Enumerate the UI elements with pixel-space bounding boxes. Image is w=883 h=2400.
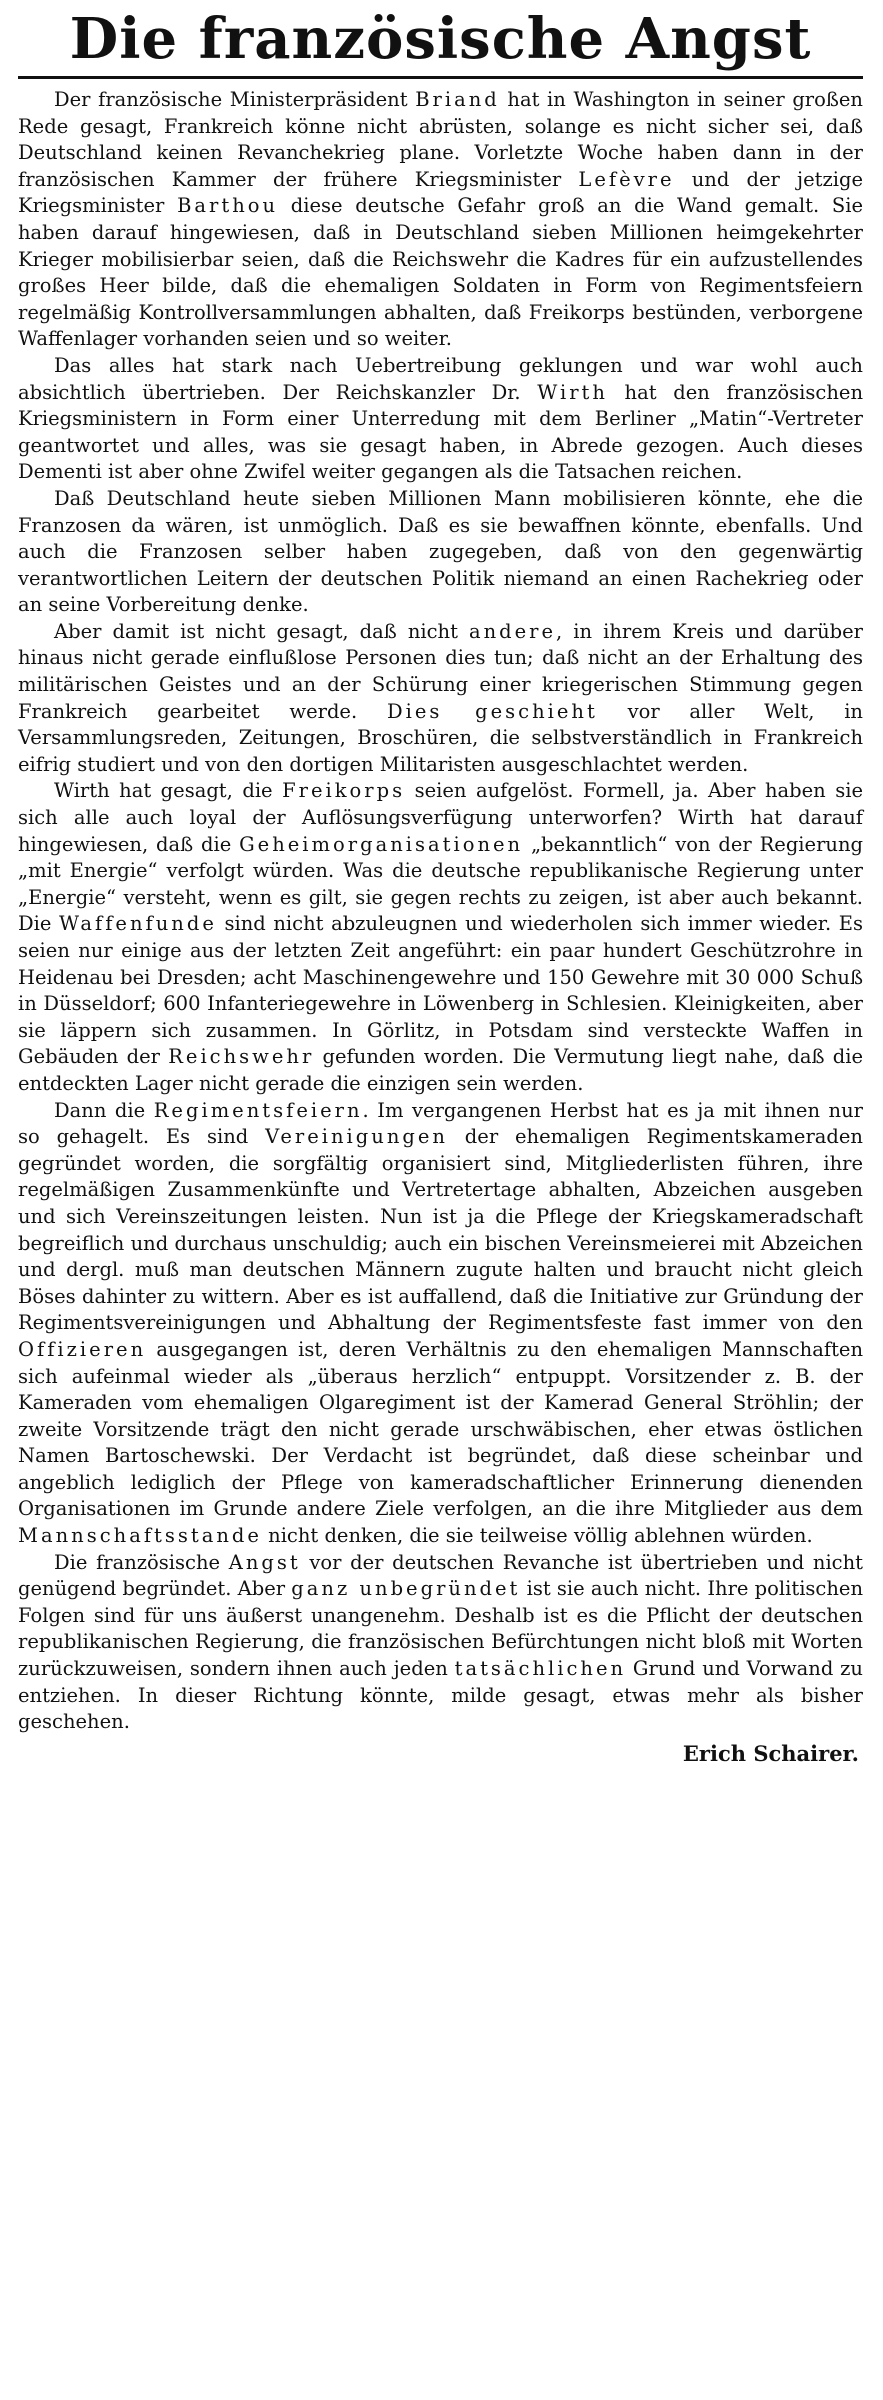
text-run: Dann die [54, 1098, 154, 1122]
emphasized-text: Wirth [537, 380, 608, 404]
paragraph [18, 1550, 863, 1736]
paragraph [18, 1098, 863, 1550]
emphasized-text: Lefèvre [578, 167, 675, 191]
text-run: , in ihrem Kreis und darüber hinaus nicht gerade einflußlose Personen dies tun; daß nicht an der Erhaltung des militärischen Geistes und an der Schürung einer kriegerischen Stimmung gegen Frankreich gearbeitet werde. [18, 619, 863, 723]
article-body [18, 87, 863, 1736]
title-rule [18, 76, 863, 79]
text-run: Daß Deutschland heute sieben Millionen Mann mobilisieren könnte, ehe die Franzosen da wären, ist unmöglich. Daß es sie bewaffnen könnte, ebenfalls. Und auch die Franzosen selber haben zugegeben, daß von den gegenwärtig verantwortlichen Leitern der deutschen Politik niemand an einen Rachekrieg oder an seine Vorbereitung denke. [18, 486, 863, 617]
paragraph [18, 353, 863, 486]
text-run: sind nicht abzuleugnen und wiederholen sich immer wieder. Es seien nur einige aus der letzten Zeit angeführt: ein paar hundert Geschützrohre in Heidenau bei Dresden; acht Maschinengewehre und 150 Gewehre mit 30 000 Schuß in Düsseldorf; 600 Infanteriegewehre in Löwenberg in Schlesien. Kleinigkeiten, aber sie läppern sich zusammen. In Görlitz, in Potsdam sind versteckte Waffen in Gebäuden der [18, 912, 864, 1069]
paragraph [18, 619, 863, 779]
emphasized-text: Reichswehr [168, 1045, 315, 1069]
text-run: und der jetzige Kriegsminister [18, 167, 863, 218]
text-run: der ehemaligen Regimentskameraden gegründet worden, die sorgfältig organisiert sind, Mitgliederlisten führen, ihre regelmäßigen Zusammenkünfte und Vertretertage abhalten, Abzeichen ausgeben und sich Vereinszeitungen leisten. Nun ist ja die Pflege der Kriegskameradschaft begreiflich und durchaus unschuldig; auch ein bischen Vereinsmeierei mit Abzeichen und dergl. muß man deutschen Männern zugute halten und braucht nicht gleich Böses dahinter zu wittern. Aber es ist auffallend, daß die Initiative zur Gründung der Regimentsvereinigungen und Abhaltung der Regimentsfeste fast immer von den [18, 1125, 863, 1335]
text-run: seien aufgelöst. Formell, ja. Aber haben sie sich alle auch loyal der Auflösungsverfügung unterworfen? Wirth hat darauf hingewiesen, daß die [18, 779, 863, 856]
paragraph [18, 486, 863, 619]
text-run: hat in Washington in seiner großen Rede gesagt, Frankreich könne nicht abrüsten, solange es nicht sicher sei, daß Deutschland keinen Revanchekrieg plane. Vorletzte Woche haben dann in der französischen Kammer der frühere Kriegsminister [18, 88, 863, 191]
emphasized-text: Mannschaftsstande [18, 1524, 262, 1548]
paragraph [18, 87, 863, 353]
text-run: Die französische [54, 1550, 229, 1574]
emphasized-text: Barthou [177, 194, 279, 218]
emphasized-text: tatsächlichen [454, 1657, 627, 1681]
text-run: Aber damit ist nicht gesagt, daß nicht [54, 619, 469, 643]
emphasized-text: Waffenfunde [59, 912, 217, 936]
emphasized-text: Freikorps [282, 779, 406, 803]
author-signature: Erich Schairer. [682, 1740, 859, 1766]
text-run: ist sie auch nicht. Ihre politischen Folgen sind für uns äußerst unangenehm. Deshalb ist es die Pflicht der deutschen republikanischen Regierung, die französischen Befürchtungen nicht bloß mit Worten zurückzuweisen, sondern ihnen auch jeden [18, 1577, 864, 1681]
text-run: Das alles hat stark nach Uebertreibung geklungen und war wohl auch absichtlich übertrieben. Der Reichskanzler Dr. [18, 353, 863, 404]
emphasized-text: Regimentsfeiern [153, 1098, 363, 1122]
text-run: Wirth hat gesagt, die [54, 779, 283, 803]
text-run: vor der deutschen Revanche ist übertrieben und nicht genügend begründet. Aber [18, 1550, 863, 1601]
text-run: . Im vergangenen Herbst hat es ja mit ihnen nur so gehagelt. Es sind [18, 1098, 863, 1149]
text-run: „bekanntlich“ von der Regierung „mit Energie“ verfolgt würden. Was die deutsche republikanische Regierung unter „Energie“ versteht, wenn es gilt, sie gegen rechts zu zeigen, ist aber auch bekannt. Die [18, 832, 863, 936]
text-run: diese deutsche Gefahr groß an die Wand gemalt. Sie haben darauf hingewiesen, daß in Deutschland sieben Millionen heimgekehrter Krieger mobilisierbar seien, daß die Reichswehr die Kadres für ein aufzustellendes großes Heer bilde, daß die ehemaligen Soldaten in Form von Regimentsfeiern regelmäßig Kontrollversammlungen abhalten, daß Freikorps bestünden, verborgene Waffenlager vorhanden seien und so weiter. [18, 194, 864, 351]
emphasized-text: ganz unbegründet [291, 1577, 521, 1601]
text-run: nicht denken, die sie teilweise völlig ablehnen würden. [261, 1524, 813, 1548]
text-run: Der französische Ministerpräsident [54, 88, 416, 111]
text-run: Grund und Vorwand zu entziehen. In dieser Richtung könnte, milde gesagt, etwas mehr als bisher geschehen. [18, 1657, 863, 1734]
emphasized-text: Briand [415, 88, 500, 111]
text-run: gefunden worden. Die Vermutung liegt nahe, daß die entdeckten Lager nicht gerade die einzigen sein werden. [18, 1045, 863, 1095]
emphasized-text: Angst [228, 1550, 301, 1574]
emphasized-text: Offizieren [18, 1337, 147, 1361]
emphasized-text: Vereinigungen [265, 1125, 448, 1149]
text-run: ausgegangen ist, deren Verhältnis zu den ehemaligen Mannschaften sich aufeinmal wieder als „überaus herzlich“ entpuppt. Vorsitzender z. B. der Kameraden vom ehemaligen Olgaregiment ist der Kamerad General Ströhlin; der zweite Vorsitzende trägt den nicht gerade urschwäbischen, eher etwas östlichen Namen Bartoschewski. Der Verdacht ist begründet, daß diese scheinbar und angeblich lediglich der Pflege von kameradschaftlicher Erinnerung dienenden Organisationen im Grunde andere Ziele verfolgen, an die ihre Mitglieder aus dem [18, 1337, 863, 1521]
paragraph [18, 778, 863, 1097]
text-run: hat den französischen Kriegsministern in Form einer Unterredung mit dem Berliner „Matin“-Vertreter geantwortet und alles, was sie gesagt haben, in Abrede gezogen. Auch dieses Dementi ist aber ohne Zwifel weiter gegangen als die Tatsachen reichen. [18, 380, 864, 484]
emphasized-text: Dies geschieht [386, 699, 598, 723]
text-run: vor aller Welt, in Versammlungsreden, Zeitungen, Broschüren, die selbstverständlich in Frankreich eifrig studiert und von den dortigen Militaristen ausgeschlachtet werden. [18, 699, 863, 776]
headline: Die französische Angst [69, 6, 812, 72]
emphasized-text: Geheimorganisationen [239, 832, 524, 856]
emphasized-text: andere [468, 619, 557, 643]
